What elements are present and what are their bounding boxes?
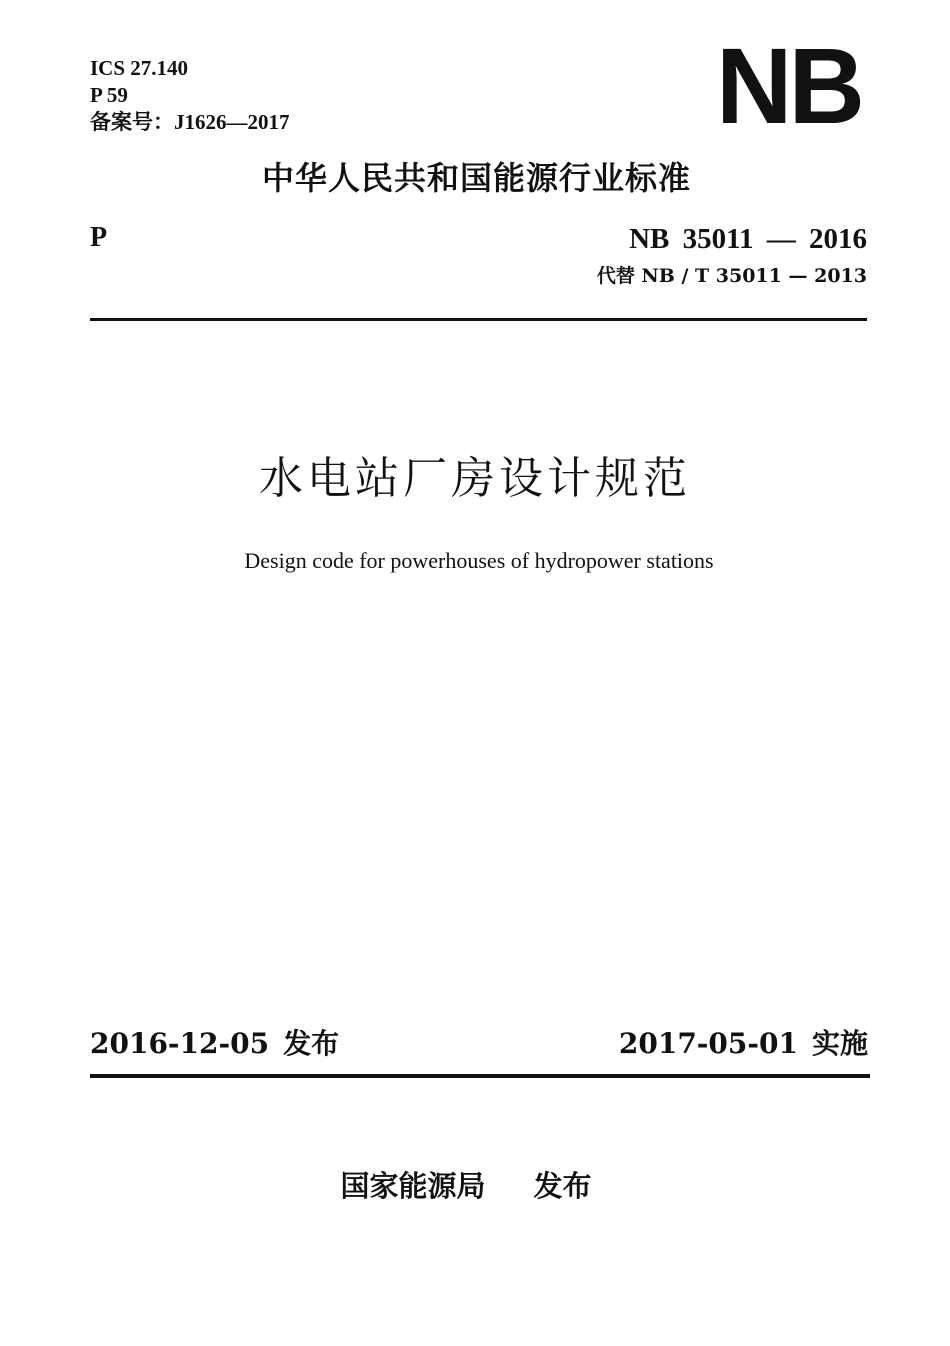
bottom-divider <box>90 1074 870 1078</box>
publisher-action: 发布 <box>533 1169 592 1203</box>
top-divider <box>90 318 867 321</box>
record-number: 备案号：J1626—2017 <box>90 110 290 134</box>
document-title-zh: 水电站厂房设计规范 <box>259 453 691 504</box>
implement-date-block <box>619 1024 868 1064</box>
nb-logo: NB <box>716 25 862 146</box>
publisher-line <box>0 1166 932 1206</box>
standard-number: NB 35011 — 2016 <box>629 223 867 255</box>
document-title-en: Design code for powerhouses of hydropower stations <box>244 548 714 573</box>
implement-date: 2017-05-01 <box>618 1027 798 1060</box>
standard-type-heading: 中华人民共和国能源行业标准 <box>262 159 692 197</box>
ics-code: ICS 27.140 <box>90 56 189 80</box>
publisher-name: 国家能源局 <box>340 1169 486 1203</box>
replaces-standard: 代替 NB / T 35011 — 2013 <box>596 265 867 287</box>
classification-code: P 59 <box>90 83 128 107</box>
class-letter: P <box>90 222 108 253</box>
issue-date: 2016-12-05 <box>90 1027 270 1060</box>
issue-date-block <box>90 1024 339 1064</box>
implement-label: 实施 <box>811 1027 868 1060</box>
issue-label: 发布 <box>283 1027 340 1060</box>
